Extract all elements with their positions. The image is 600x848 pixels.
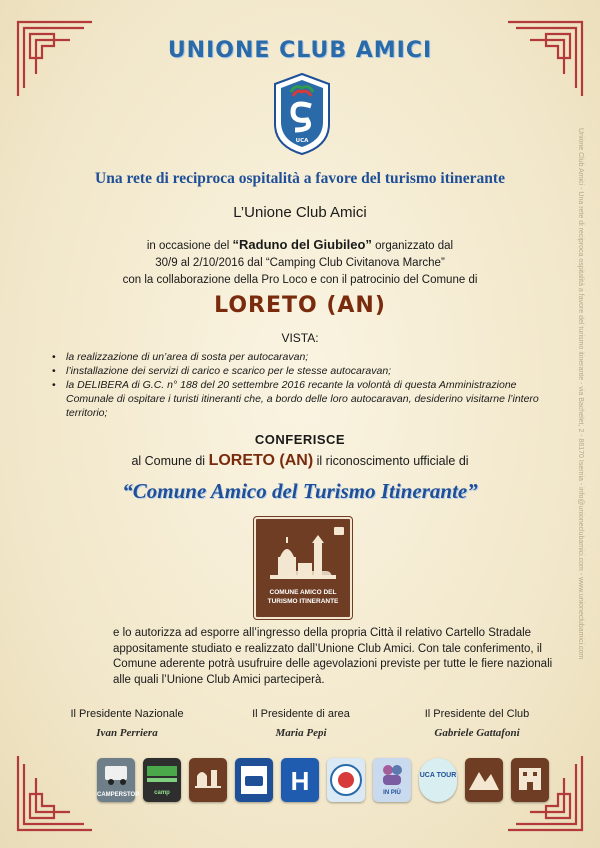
club-logo-icon xyxy=(271,72,333,156)
signature-name-club: Gabriele Gattafoni xyxy=(434,727,520,739)
town-name: LORETO (AN) xyxy=(214,293,386,318)
camp-icon xyxy=(143,758,181,788)
building-badge xyxy=(511,758,549,802)
tagline: Una rete di reciproca ospitalità a favore del turismo itinerante xyxy=(95,170,505,187)
round-logo-badge xyxy=(327,758,365,802)
signature-role-club: Il Presidente del Club xyxy=(424,708,530,720)
occasion-line-3: con la collaborazione della Pro Loco e con il patrocinio del Comune di xyxy=(122,274,478,286)
award-prefix: al Comune di xyxy=(131,454,209,468)
considerations-list xyxy=(52,350,562,420)
side-contact-text: Unione Club Amici - Una rete di reciproca ospitalità a favore del turismo itinerante - via Bachelet, 2 - 86170 Isernia - info@unioneclubamici.com - www.unioneclubamici.com xyxy=(577,128,584,660)
award-town: LORETO (AN) xyxy=(208,452,314,469)
camper-service-icon xyxy=(235,758,273,802)
building-icon xyxy=(511,758,549,802)
list-item: • la realizzazione di un’area di sosta per autocaravan; xyxy=(52,350,562,364)
signature-role-area: Il Presidente di area xyxy=(252,708,350,720)
list-item: • la DELIBERA di G.C. n° 188 del 20 settembre 2016 recante la volontà di questa Amministrazione Comunale di ospitare i turisti itineranti che, a bordo delle loro autocaravan, desiderino visitarne l’intero territorio; xyxy=(52,378,562,420)
award-title: “Comune Amico del Turismo Itinerante” xyxy=(122,479,478,503)
round-logo-icon xyxy=(327,758,365,802)
occasion-text xyxy=(0,236,600,289)
mountain-icon xyxy=(465,758,503,802)
badge-label: IN PIÙ xyxy=(383,790,401,796)
svg-text:UCA: UCA xyxy=(295,138,309,144)
skyline-icon xyxy=(189,758,227,798)
sign-text-1: COMUNE AMICO DEL xyxy=(269,589,337,596)
badge-label: UCA TOUR xyxy=(419,772,457,779)
closing-paragraph: e lo autorizza ad esporre all’ingresso della propria Città il relativo Cartello Stradale appositamente studiato e realizzato dall’Unione Club Amici. Con tale conferimento, il Comune aderente potrà usufruire delle agevolazioni previste per tutte le fiere nazionali alle quali l’Unione Club Amici parteciperà. xyxy=(113,627,553,686)
partner-badges xyxy=(97,758,517,804)
signature-role-national: Il Presidente Nazionale xyxy=(70,708,184,720)
sign-text-2: TURISMO ITINERANTE xyxy=(267,598,339,605)
camper-icon xyxy=(97,758,135,788)
comune-amico-badge xyxy=(189,758,227,802)
occasion-line-2: 30/9 al 2/10/2016 dal “Camping Club Civitanova Marche” xyxy=(155,257,445,269)
award-suffix: il riconoscimento ufficiale di xyxy=(313,454,469,468)
hospital-badge xyxy=(281,758,319,802)
road-sign-badge xyxy=(254,517,352,619)
organization-title: UNIONE CLUB AMICI xyxy=(167,38,433,63)
mountain-badge xyxy=(465,758,503,802)
in-piu-badge xyxy=(373,758,411,802)
event-name: “Raduno del Giubileo” xyxy=(232,237,372,252)
list-item: • l’installazione dei servizi di carico e scarico per le stesse autocaravan; xyxy=(52,364,562,378)
occasion-line-1 xyxy=(0,236,600,255)
issuer-name: L’Unione Club Amici xyxy=(233,204,367,221)
uca-tour-badge xyxy=(419,758,457,802)
confers-heading: CONFERISCE xyxy=(254,432,346,447)
signature-name-national: Ivan Perriera xyxy=(96,727,158,739)
camp-badge xyxy=(143,758,181,802)
occasion-prefix: in occasione del xyxy=(146,240,233,252)
signature-name-area: Maria Pepi xyxy=(275,727,327,739)
occasion-suffix: organizzato dal xyxy=(371,240,454,252)
camperstop-badge xyxy=(97,758,140,802)
award-line xyxy=(0,452,600,470)
badge-label: H xyxy=(290,766,310,796)
vista-heading: VISTA: xyxy=(281,331,319,345)
badge-label: CAMPERSTOP xyxy=(97,792,140,798)
corner-ornament-bottom-left xyxy=(14,754,94,834)
badge-label: camp xyxy=(154,790,170,796)
town-skyline-icon xyxy=(256,523,350,589)
camper-service-badge xyxy=(235,758,273,802)
people-icon xyxy=(373,758,411,788)
